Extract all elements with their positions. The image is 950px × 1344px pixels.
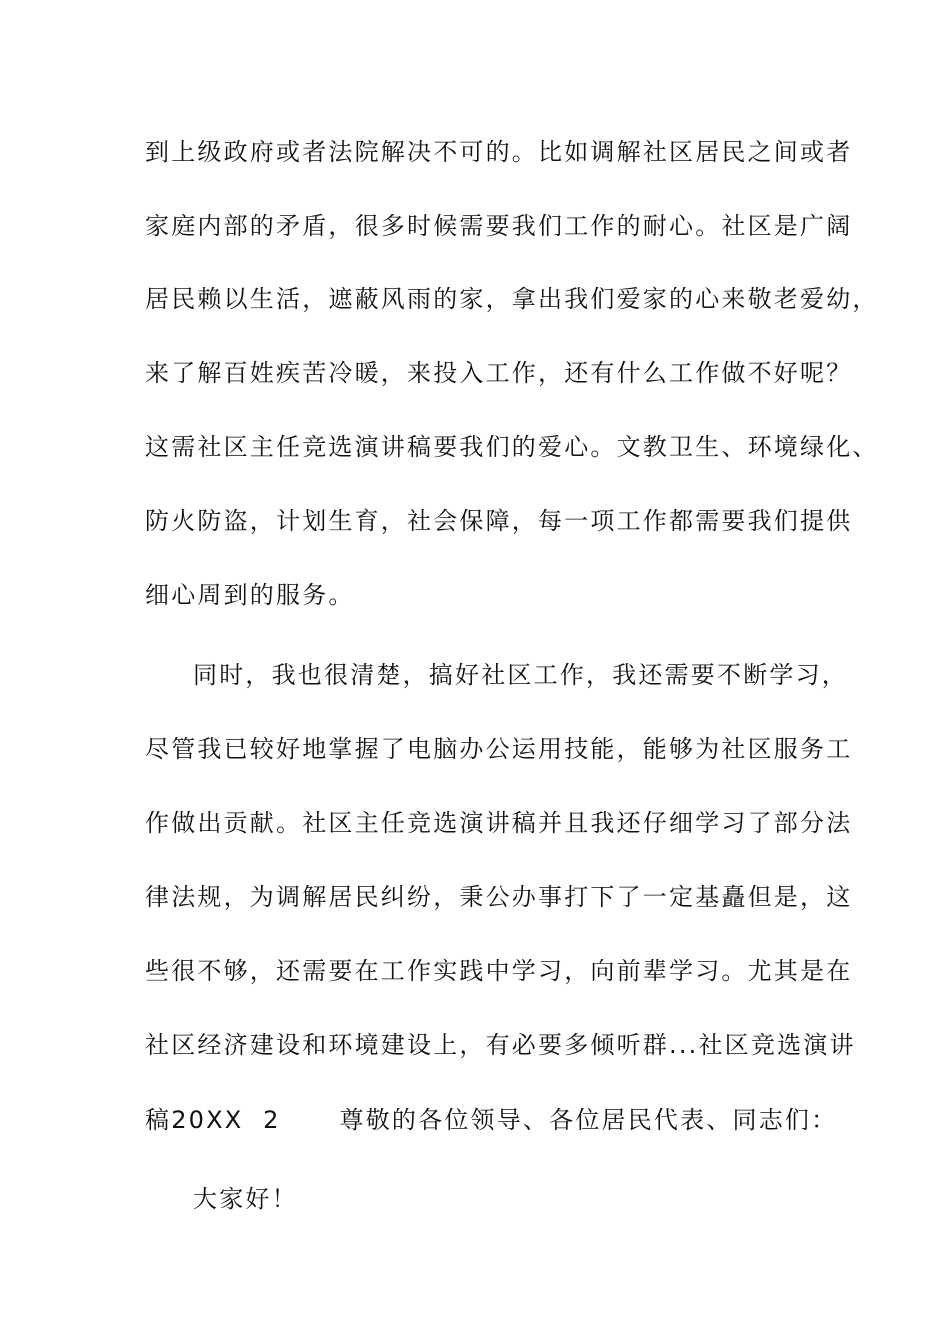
text-line-13: 社区经济建设和环境建设上，有必要多倾听群...社区竞选演讲 (145, 1031, 856, 1059)
text-line-2: 家庭内部的矛盾，很多时候需要我们工作的耐心。社区是广阔 (145, 212, 853, 240)
text-line-8: 同时，我也很清楚，搞好社区工作，我还需要不断学习， (193, 661, 848, 689)
text-line-5: 这需社区主任竞选演讲稿要我们的爱心。文教卫生、环境绿化、 (145, 433, 879, 461)
text-line-6: 防火防盗，计划生育，社会保障，每一项工作都需要我们提供 (145, 507, 853, 535)
text-line-1: 到上级政府或者法院解决不可的。比如调解社区居民之间或者 (145, 138, 853, 166)
text-line-10: 作做出贡献。社区主任竞选演讲稿并且我还仔细学习了部分法 (145, 809, 853, 837)
text-line-11: 律法规，为调解居民纠纷，秉公办事打下了一定基矗但是，这 (145, 883, 853, 911)
text-line-15: 大家好！ (193, 1185, 298, 1213)
text-line-7: 细心周到的服务。 (145, 581, 355, 609)
text-line-12: 些很不够，还需要在工作实践中学习，向前辈学习。尤其是在 (145, 957, 853, 985)
text-line-3: 居民赖以生活，遮蔽风雨的家，拿出我们爱家的心来敬老爱幼， (145, 285, 879, 313)
text-line-9: 尽管我已较好地掌握了电脑办公运用技能，能够为社区服务工 (145, 735, 853, 763)
text-line-4: 来了解百姓疾苦冷暖，来投入工作，还有什么工作做不好呢？ (145, 359, 853, 387)
text-line-14: 稿20XX 2 尊敬的各位领导、各位居民代表、同志们： (145, 1106, 838, 1134)
